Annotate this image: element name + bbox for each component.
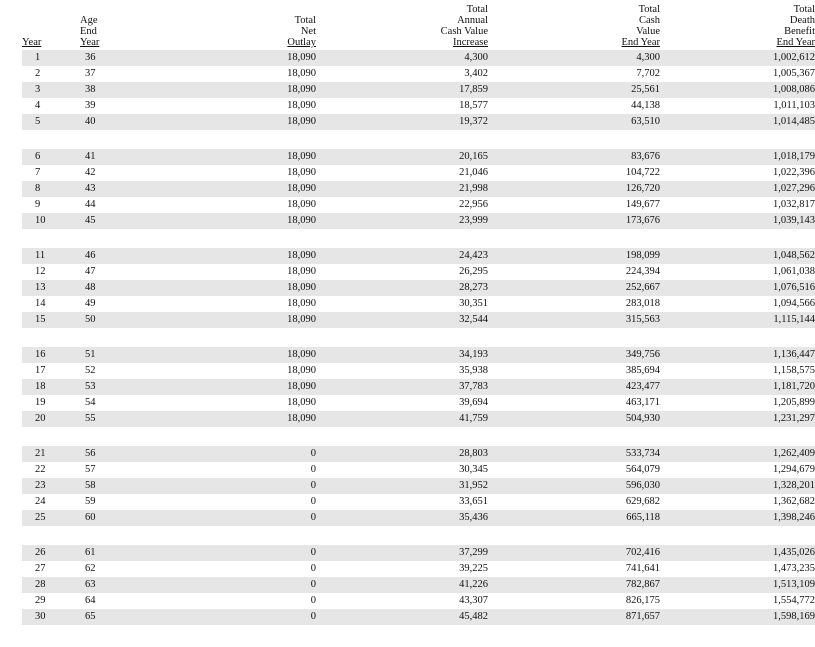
cell-cash-value: 871,657 <box>488 609 660 625</box>
cell-death-benefit: 1,473,235 <box>773 563 815 574</box>
header-line: Increase <box>453 37 488 48</box>
cell-year: 27 <box>35 563 46 574</box>
cell-age: 59 <box>85 496 96 507</box>
cell-age: 53 <box>56 379 120 395</box>
cell-death-benefit: 1,076,516 <box>660 280 815 296</box>
cell-cash-value: 173,676 <box>488 213 660 229</box>
cell-cash-value: 44,138 <box>631 100 660 111</box>
cell-year: 30 <box>22 609 56 625</box>
cell-cash-value-increase: 28,803 <box>316 446 488 462</box>
header-line: Total <box>294 15 316 26</box>
cell-cash-value-increase: 39,694 <box>459 397 488 408</box>
cell-year: 6 <box>22 149 56 165</box>
table-row <box>22 312 815 328</box>
cell-year: 28 <box>22 577 56 593</box>
cell-net-outlay: 18,090 <box>287 167 316 178</box>
cell-net-outlay: 18,090 <box>120 149 316 165</box>
cell-net-outlay: 0 <box>310 595 316 606</box>
cell-age: 54 <box>85 397 96 408</box>
cell-net-outlay: 18,090 <box>287 298 316 309</box>
cell-death-benefit: 1,002,612 <box>660 50 815 66</box>
cell-year: 10 <box>22 213 56 229</box>
cell-net-outlay: 18,090 <box>287 365 316 376</box>
cell-death-benefit: 1,022,396 <box>773 167 815 178</box>
cell-death-benefit: 1,158,575 <box>773 365 815 376</box>
cell-age: 42 <box>85 167 96 178</box>
cell-year: 29 <box>35 595 46 606</box>
cell-death-benefit: 1,005,367 <box>773 68 815 79</box>
cell-cash-value-increase: 30,345 <box>459 464 488 475</box>
cell-death-benefit: 1,181,720 <box>660 379 815 395</box>
cell-age: 38 <box>56 82 120 98</box>
cell-net-outlay: 18,090 <box>287 68 316 79</box>
table-row <box>22 197 815 213</box>
cell-age: 37 <box>85 68 96 79</box>
cell-death-benefit: 1,136,447 <box>660 347 815 363</box>
cell-net-outlay: 0 <box>310 464 316 475</box>
header-line: Year <box>22 37 42 48</box>
cell-cash-value-increase: 41,226 <box>316 577 488 593</box>
cell-death-benefit: 1,362,682 <box>773 496 815 507</box>
cell-cash-value: 25,561 <box>488 82 660 98</box>
cell-cash-value: 385,694 <box>625 365 660 376</box>
spacer-cell <box>22 427 815 446</box>
cell-death-benefit: 1,328,201 <box>660 478 815 494</box>
spacer-cell <box>22 526 815 545</box>
cell-net-outlay: 0 <box>310 563 316 574</box>
cell-year: 9 <box>35 199 41 210</box>
table-row <box>22 181 815 197</box>
cell-age: 60 <box>56 510 120 526</box>
cell-death-benefit: 1,294,679 <box>773 464 815 475</box>
cell-cash-value: 63,510 <box>488 114 660 130</box>
cell-year: 11 <box>22 248 56 264</box>
cell-year: 20 <box>22 411 56 427</box>
spacer-cell <box>22 130 815 149</box>
cell-year: 7 <box>35 167 41 178</box>
table-row <box>22 510 815 526</box>
cell-cash-value-increase: 32,544 <box>316 312 488 328</box>
cell-cash-value-increase: 18,577 <box>459 100 488 111</box>
table-row <box>22 50 815 66</box>
table-row <box>22 609 815 625</box>
header-line: Total <box>793 4 815 15</box>
cell-cash-value: 224,394 <box>625 266 660 277</box>
cell-age: 40 <box>56 114 120 130</box>
cell-death-benefit: 1,513,109 <box>660 577 815 593</box>
header-line: End <box>80 26 97 37</box>
header-line: Year <box>80 37 100 48</box>
cell-death-benefit: 1,398,246 <box>660 510 815 526</box>
policy-illustration-table <box>22 4 815 625</box>
header-line: Total <box>466 4 488 15</box>
table-row <box>22 478 815 494</box>
table-row <box>22 593 815 609</box>
cell-net-outlay: 0 <box>120 510 316 526</box>
table-row <box>22 561 815 577</box>
cell-death-benefit: 1,039,143 <box>660 213 815 229</box>
cell-cash-value: 349,756 <box>488 347 660 363</box>
cell-cash-value-increase: 37,299 <box>316 545 488 561</box>
cell-death-benefit: 1,554,772 <box>773 595 815 606</box>
table-header <box>22 4 815 50</box>
cell-year: 26 <box>22 545 56 561</box>
cell-death-benefit: 1,008,086 <box>660 82 815 98</box>
table-row <box>22 213 815 229</box>
cell-year: 24 <box>35 496 46 507</box>
cell-year: 22 <box>35 464 46 475</box>
cell-cash-value: 83,676 <box>488 149 660 165</box>
cell-death-benefit: 1,014,485 <box>660 114 815 130</box>
cell-cash-value-increase: 26,295 <box>459 266 488 277</box>
cell-cash-value: 104,722 <box>625 167 660 178</box>
cell-cash-value-increase: 37,783 <box>316 379 488 395</box>
group-spacer <box>22 229 815 248</box>
cell-net-outlay: 18,090 <box>120 82 316 98</box>
cell-cash-value-increase: 34,193 <box>316 347 488 363</box>
cell-cash-value: 283,018 <box>625 298 660 309</box>
table-row <box>22 264 815 280</box>
header-annual-cash-value-increase <box>316 4 488 50</box>
header-line: Cash <box>639 15 660 26</box>
header-line: Net <box>300 26 316 37</box>
cell-cash-value-increase: 28,273 <box>316 280 488 296</box>
cell-year: 23 <box>22 478 56 494</box>
cell-net-outlay: 18,090 <box>120 213 316 229</box>
cell-death-benefit: 1,435,026 <box>660 545 815 561</box>
table-row <box>22 114 815 130</box>
table-body <box>22 50 815 625</box>
cell-year: 12 <box>35 266 46 277</box>
cell-cash-value-increase: 41,759 <box>316 411 488 427</box>
table-row <box>22 82 815 98</box>
cell-cash-value-increase: 19,372 <box>316 114 488 130</box>
header-line: Benefit <box>784 26 815 37</box>
cell-cash-value-increase: 30,351 <box>459 298 488 309</box>
cell-cash-value: 596,030 <box>488 478 660 494</box>
cell-cash-value-increase: 39,225 <box>459 563 488 574</box>
table-row <box>22 98 815 114</box>
cell-cash-value: 564,079 <box>625 464 660 475</box>
cell-age: 36 <box>56 50 120 66</box>
cell-death-benefit: 1,262,409 <box>660 446 815 462</box>
cell-cash-value: 826,175 <box>625 595 660 606</box>
cell-age: 56 <box>56 446 120 462</box>
table-row <box>22 280 815 296</box>
cell-age: 45 <box>56 213 120 229</box>
cell-net-outlay: 18,090 <box>120 411 316 427</box>
cell-cash-value-increase: 35,436 <box>316 510 488 526</box>
cell-age: 55 <box>56 411 120 427</box>
cell-net-outlay: 18,090 <box>120 312 316 328</box>
header-year <box>22 4 56 50</box>
cell-cash-value-increase: 3,402 <box>464 68 488 79</box>
cell-net-outlay: 0 <box>120 545 316 561</box>
cell-age: 48 <box>56 280 120 296</box>
cell-age: 41 <box>56 149 120 165</box>
cell-death-benefit: 1,048,562 <box>660 248 815 264</box>
cell-cash-value: 7,702 <box>636 68 660 79</box>
cell-cash-value: 782,867 <box>488 577 660 593</box>
cell-cash-value: 4,300 <box>488 50 660 66</box>
table-row <box>22 446 815 462</box>
cell-year: 1 <box>22 50 56 66</box>
cell-age: 49 <box>85 298 96 309</box>
table-row <box>22 248 815 264</box>
cell-net-outlay: 18,090 <box>120 114 316 130</box>
cell-cash-value-increase: 23,999 <box>316 213 488 229</box>
table-row <box>22 149 815 165</box>
cell-age: 50 <box>56 312 120 328</box>
cell-death-benefit: 1,598,169 <box>660 609 815 625</box>
cell-age: 64 <box>85 595 96 606</box>
cell-cash-value: 741,641 <box>625 563 660 574</box>
group-spacer <box>22 130 815 149</box>
cell-cash-value: 252,667 <box>488 280 660 296</box>
header-line: End Year <box>776 37 815 48</box>
cell-cash-value: 504,930 <box>488 411 660 427</box>
header-total-net-outlay <box>120 4 316 50</box>
header-line: End Year <box>621 37 660 48</box>
cell-net-outlay: 18,090 <box>120 347 316 363</box>
table-row <box>22 66 815 82</box>
cell-death-benefit: 1,061,038 <box>773 266 815 277</box>
cell-age: 51 <box>56 347 120 363</box>
cell-year: 21 <box>22 446 56 462</box>
cell-net-outlay: 0 <box>120 446 316 462</box>
cell-year: 13 <box>22 280 56 296</box>
cell-age: 52 <box>85 365 96 376</box>
cell-net-outlay: 18,090 <box>287 199 316 210</box>
cell-cash-value: 315,563 <box>488 312 660 328</box>
cell-death-benefit: 1,027,296 <box>660 181 815 197</box>
cell-age: 63 <box>56 577 120 593</box>
cell-year: 8 <box>22 181 56 197</box>
cell-net-outlay: 18,090 <box>120 280 316 296</box>
group-spacer <box>22 526 815 545</box>
cell-cash-value-increase: 20,165 <box>316 149 488 165</box>
table-row <box>22 494 815 510</box>
header-line: Cash Value <box>440 26 488 37</box>
header-age-end-year <box>56 4 120 50</box>
cell-net-outlay: 18,090 <box>287 397 316 408</box>
table-row <box>22 462 815 478</box>
header-line: Total <box>638 4 660 15</box>
cell-age: 58 <box>56 478 120 494</box>
cell-net-outlay: 18,090 <box>287 100 316 111</box>
cell-net-outlay: 0 <box>120 577 316 593</box>
cell-cash-value-increase: 21,046 <box>459 167 488 178</box>
cell-age: 44 <box>85 199 96 210</box>
cell-year: 3 <box>22 82 56 98</box>
group-spacer <box>22 328 815 347</box>
cell-net-outlay: 0 <box>120 609 316 625</box>
cell-year: 25 <box>22 510 56 526</box>
cell-cash-value-increase: 17,859 <box>316 82 488 98</box>
cell-net-outlay: 18,090 <box>120 50 316 66</box>
cell-cash-value-increase: 35,938 <box>459 365 488 376</box>
cell-cash-value-increase: 21,998 <box>316 181 488 197</box>
cell-age: 46 <box>56 248 120 264</box>
cell-cash-value: 463,171 <box>625 397 660 408</box>
spacer-cell <box>22 229 815 248</box>
cell-death-benefit: 1,011,103 <box>773 100 815 111</box>
cell-age: 65 <box>56 609 120 625</box>
cell-age: 39 <box>85 100 96 111</box>
header-total-death-benefit <box>660 4 815 50</box>
cell-cash-value-increase: 22,956 <box>459 199 488 210</box>
table-row <box>22 296 815 312</box>
cell-year: 14 <box>35 298 46 309</box>
cell-cash-value-increase: 43,307 <box>459 595 488 606</box>
cell-cash-value: 423,477 <box>488 379 660 395</box>
cell-net-outlay: 0 <box>310 496 316 507</box>
spacer-cell <box>22 328 815 347</box>
group-spacer <box>22 427 815 446</box>
cell-death-benefit: 1,018,179 <box>660 149 815 165</box>
header-line: Death <box>789 15 815 26</box>
header-total-cash-value <box>488 4 660 50</box>
cell-cash-value: 198,099 <box>488 248 660 264</box>
cell-cash-value-increase: 33,651 <box>459 496 488 507</box>
cell-net-outlay: 18,090 <box>120 379 316 395</box>
header-line: Outlay <box>287 37 316 48</box>
header-line: Annual <box>457 15 488 26</box>
table-row <box>22 379 815 395</box>
cell-year: 18 <box>22 379 56 395</box>
cell-cash-value: 665,118 <box>488 510 660 526</box>
cell-age: 43 <box>56 181 120 197</box>
cell-cash-value-increase: 31,952 <box>316 478 488 494</box>
cell-net-outlay: 18,090 <box>287 266 316 277</box>
table-row <box>22 347 815 363</box>
cell-year: 4 <box>35 100 41 111</box>
cell-year: 16 <box>22 347 56 363</box>
cell-age: 62 <box>85 563 96 574</box>
header-line: Age <box>80 15 98 26</box>
table-row <box>22 545 815 561</box>
cell-cash-value-increase: 4,300 <box>316 50 488 66</box>
cell-cash-value: 126,720 <box>488 181 660 197</box>
table-row <box>22 577 815 593</box>
table-row <box>22 363 815 379</box>
cell-death-benefit: 1,094,566 <box>773 298 815 309</box>
table-row <box>22 165 815 181</box>
cell-cash-value-increase: 45,482 <box>316 609 488 625</box>
cell-death-benefit: 1,231,297 <box>660 411 815 427</box>
cell-net-outlay: 18,090 <box>120 181 316 197</box>
cell-year: 17 <box>35 365 46 376</box>
cell-cash-value: 149,677 <box>625 199 660 210</box>
cell-cash-value: 533,734 <box>488 446 660 462</box>
cell-net-outlay: 18,090 <box>120 248 316 264</box>
cell-cash-value: 629,682 <box>625 496 660 507</box>
table-row <box>22 395 815 411</box>
cell-death-benefit: 1,115,144 <box>660 312 815 328</box>
header-line: Value <box>636 26 660 37</box>
cell-year: 2 <box>35 68 41 79</box>
cell-death-benefit: 1,205,899 <box>773 397 815 408</box>
cell-age: 47 <box>85 266 96 277</box>
cell-cash-value-increase: 24,423 <box>316 248 488 264</box>
header-row <box>22 4 815 50</box>
cell-year: 19 <box>35 397 46 408</box>
cell-death-benefit: 1,032,817 <box>773 199 815 210</box>
cell-net-outlay: 0 <box>120 478 316 494</box>
table-row <box>22 411 815 427</box>
cell-cash-value: 702,416 <box>488 545 660 561</box>
cell-year: 5 <box>22 114 56 130</box>
cell-age: 57 <box>85 464 96 475</box>
cell-age: 61 <box>56 545 120 561</box>
cell-year: 15 <box>22 312 56 328</box>
